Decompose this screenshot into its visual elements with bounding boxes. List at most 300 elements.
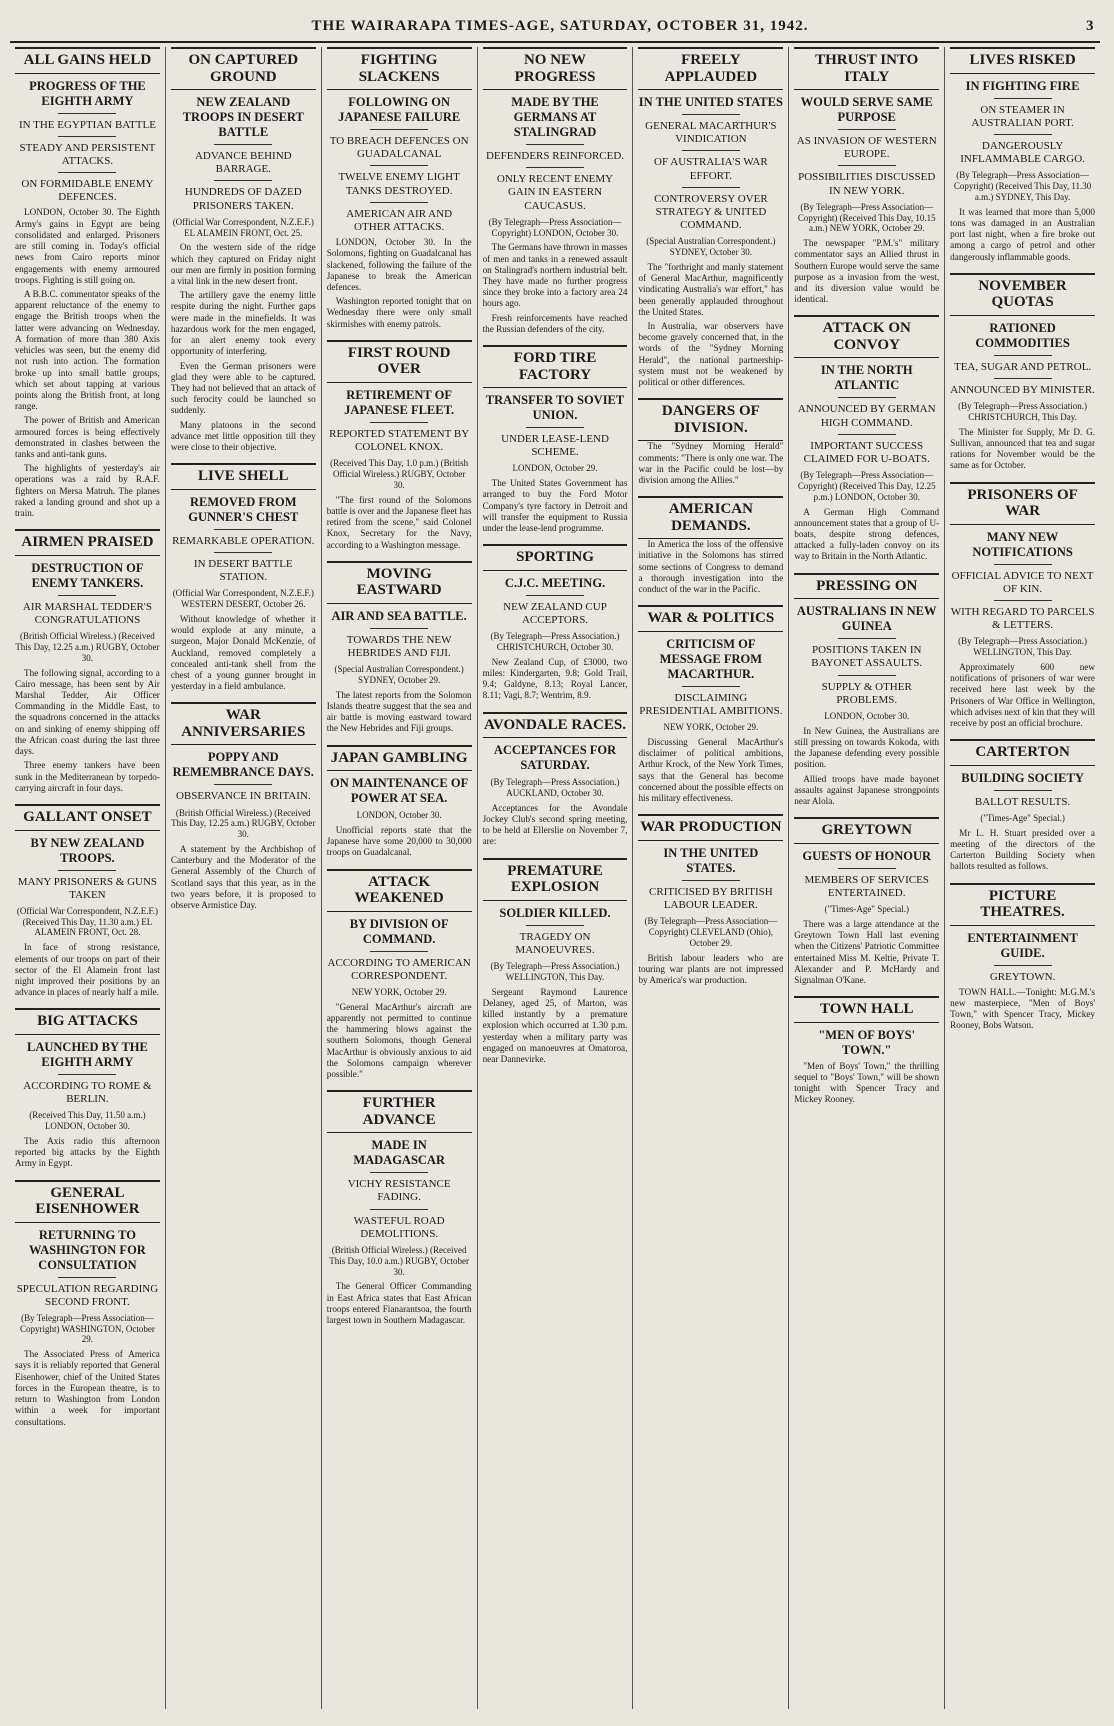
story-subheading: TRANSFER TO SOVIET UNION. [485,393,625,423]
story-paragraph: Allied troops have made bayonet assaults against Japanese strongpoints near Alola. [794,773,940,807]
story-paragraph: Without knowledge of whether it would explode at any minute, a surgeon, Major Donald McKenzie, of Auckland, removed completely a concealed anti-tank shell from the chest of a young gunner brought in yesterday in a field ambulance. [170,613,316,692]
story-headline: PICTURE THEATRES. [950,883,1095,926]
news-story [794,573,939,808]
story-dateline: (By Telegraph—Press Association.) WELLINGTON, This Day. [958,636,1088,658]
story-body [15,942,160,998]
story-paragraph: The "forthright and manly statement of General MacArthur, magnificently vindicating Australia's war effort," has been generally applauded throughout the United States. [638,261,784,317]
news-story [483,47,628,335]
news-story [171,47,316,453]
story-subheading: "MEN OF BOYS' TOWN." [818,1027,916,1057]
news-story [327,745,472,859]
story-subheading: ANNOUNCED BY GERMAN HIGH COMMAND. [797,403,936,429]
news-story [483,858,628,1066]
story-subheading: BUILDING SOCIETY [961,770,1084,785]
story-subheading: ACCORDING TO AMERICAN CORRESPONDENT. [327,956,471,982]
story-subheading: VICHY RESISTANCE FADING. [347,1178,451,1204]
story-subheading: AS INVASION OF WESTERN EUROPE. [796,135,937,161]
story-subheading: DESTRUCTION OF ENEMY TANKERS. [31,560,144,590]
story-subheading: IN THE NORTH ATLANTIC [820,363,913,393]
story-headline: MOVING EASTWARD [327,561,472,604]
story-headline: ALL GAINS HELD [15,47,160,74]
story-subheading: ADVANCE BEHIND BARRAGE. [194,150,292,176]
news-story [327,869,472,1081]
divider [58,136,116,137]
story-paragraph: The artillery gave the enemy little respite during the night. Further gaps were made in the minefields. It was hazardous work for the men engaged, for an alert enemy took every opportunity of interfering. [170,290,316,357]
story-subheading: FOLLOWING ON JAPANESE FAILURE [338,95,461,124]
story-paragraph: On the western side of the ridge which they captured on Friday night our men are firmly in position forming a vital link in the new desert front. [170,242,316,286]
story-subheading: MADE IN MADAGASCAR [353,1138,445,1168]
story-headline: FREELY APPLAUDED [638,47,783,90]
story-headline: ATTACK WEAKENED [327,869,472,912]
story-subheading: PROGRESS OF THE EIGHTH ARMY [29,78,146,108]
story-headline: FORD TIRE FACTORY [483,345,628,388]
divider [682,187,740,188]
story-dateline: (Received This Day, 11.50 a.m.) LONDON, October 30. [29,1110,146,1132]
column-7 [945,47,1100,1709]
divider [370,628,428,629]
story-body [483,242,628,335]
column-6 [789,47,945,1709]
divider [58,595,116,596]
story-dateline: (British Official Wireless.) (Received This Day, 12.25 a.m.) RUGBY, October 30. [15,631,160,663]
story-subheading: MANY NEW NOTIFICATIONS [972,529,1073,559]
story-dateline: LONDON, October 29. [512,463,598,474]
story-subheading: WASTEFUL ROAD DEMOLITIONS. [353,1214,445,1240]
divider [526,144,584,145]
story-dateline: (By Telegraph—Press Association—Copyright) WASHINGTON, October 29. [19,1312,155,1345]
story-subheading: IN THE UNITED STATES [638,95,783,109]
story-body [483,987,628,1066]
story-paragraph: There was a large attendance at the Greytown Town Hall last evening when the Citizens' Patriotic Committee entertained Miss M. Keltie, Private T. Alexander and P. McHardy and Signalman O'Kane. [794,918,940,986]
news-story [171,463,316,692]
story-paragraph: The latest reports from the Solomon Islands theatre suggest that the sea and air battle is moving eastward toward the New Hebrides and Fiji groups. [326,689,472,734]
story-paragraph: New Zealand Cup, of £3000, two miles: Kindergarten, 9.8; Gold Trail, 9.4; Galdyne, 8.13; Royal Lancer, 8.11; Vagi, 8.7; Wentrim, 8.9. [482,656,628,701]
story-paragraph: The highlights of yesterday's air operations was a raid by R.A.F. fighters on Mersa Matruh. The planes raked a landing ground and shot up a train. [15,463,160,519]
story-paragraph: Fresh reinforcements have reached the Russian defenders of the city. [482,312,628,334]
story-paragraph: The Associated Press of America says it is reliably reported that General Eisenhower, chief of the United States forces in the European theatre, is to return to Washington from London within a week for important consultations. [15,1349,160,1427]
divider [370,165,428,166]
story-subheading: TEA, SUGAR AND PETROL. [953,360,1092,373]
story-dateline: (By Telegraph—Press Association—Copyright) LONDON, October 30. [488,216,622,238]
story-subheading: REPORTED STATEMENT BY COLONEL KNOX. [329,427,470,454]
story-subheading: DISCLAIMING PRESIDENTIAL AMBITIONS. [639,691,783,717]
divider [214,529,272,530]
story-subheading: TO BREACH DEFENCES ON GUADALCANAL [329,135,469,161]
news-story [483,712,628,848]
story-subheading: CRITICISM OF MESSAGE FROM MACARTHUR. [659,636,763,681]
story-dateline: (By Telegraph—Press Association.) WELLINGTON, This Day. [490,961,620,982]
story-paragraph: The Germans have thrown in masses of men and tanks in a renewed assault on Stalingrad's northern industrial belt. They have made no further progress since they broke into a factory area 24 hours ago. [482,242,628,309]
story-headline: BIG ATTACKS [15,1008,160,1035]
divider [58,870,116,871]
story-body [950,828,1095,873]
story-paragraph: A B.B.C. commentator speaks of the apparent reluctance of the enemy to engage the British troops when the latter were advancing on Wednesday. A formation of more than 380 Axis vehicles was seen, but the enemy did not rush into action. The formation broke up into small battle groups, which set about tapping at various points along the British front, at long range. [15,288,160,412]
story-paragraph: TOWN HALL.—Tonight: M.G.M.'s new masterpiece, "Men of Boys' Town," with Spencer Tracy, Mickey Rooney, Bobs Watson. [950,986,1096,1031]
divider [838,397,896,398]
story-subheading: OBSERVANCE IN BRITAIN. [175,790,311,803]
news-story [794,996,939,1105]
story-subheading: BALLOT RESULTS. [974,795,1071,808]
story-paragraph: A statement by the Archbishop of Canterbury and the Moderator of the General Assembly of the Church of Scotland says that this year, as in the two years before, it is proposed to observe Armistice Day. [170,844,316,911]
story-headline: CARTERTON [950,739,1095,766]
divider [994,600,1052,601]
story-subheading: MADE BY THE GERMANS AT STALINGRAD [511,95,599,139]
story-subheading: RETIREMENT OF JAPANESE FLEET. [344,387,455,417]
story-body [327,825,472,859]
news-story [950,47,1095,263]
divider [838,638,896,639]
divider [838,129,896,130]
story-body [638,953,783,987]
story-body [171,242,316,453]
story-headline: FIGHTING SLACKENS [327,47,472,90]
story-headline: PRISONERS OF WAR [950,482,1095,525]
story-body [638,441,783,486]
story-paragraph: In New Guinea, the Australians are still pressing on towards Kokoda, with the Japanese defending every possible position. [794,725,940,770]
story-headline: ON CAPTURED GROUND [171,47,316,90]
divider [58,113,116,114]
story-paragraph: Discussing General MacArthur's disclaimer of political ambitions, Arthur Krock, of the New York Times, says that the General has become concerned about the possible effects on his military effectiveness. [638,736,784,804]
news-story [950,482,1095,730]
news-story [15,1008,160,1169]
story-headline: AMERICAN DEMANDS. [638,496,783,539]
story-paragraph: The Minister for Supply, Mr D. G. Sullivan, announced that tea and sugar rations for November would be the same as for October. [950,426,1096,471]
story-subheading: CRITICISED BY BRITISH LABOUR LEADER. [649,885,773,911]
story-subheading: BY DIVISION OF COMMAND. [349,916,449,946]
story-paragraph: In Australia, war observers have become gravely concerned that, in the words of the "Sydney Morning Herald", the national partnership-system must not be weakened by political or other differences. [638,321,784,388]
divider [994,98,1052,99]
divider [58,172,116,173]
story-subheading: IN THE EGYPTIAN BATTLE [18,118,156,131]
story-dateline: (By Telegraph—Press Association.) CHRISTCHURCH, October 30. [490,631,620,653]
divider [682,880,740,881]
story-headline: JAPAN GAMBLING [327,745,472,772]
story-dateline: (Official War Correspondent, N.Z.E.F.) (Received This Day, 11.30 a.m.) EL ALAMEIN FRONT, Oct. 28. [16,905,159,938]
news-story [638,605,783,804]
divider [994,790,1052,791]
story-paragraph: The General Officer Commanding in East Africa states that East African troops entered Fianarantsoa, the fourth largest town in Southern Madagascar. [326,1281,472,1326]
story-headline: FIRST ROUND OVER [327,340,472,383]
divider [838,868,896,869]
story-paragraph: Unofficial reports state that the Japanese have some 20,000 to 30,000 troops on Guadalcanal. [326,824,472,858]
story-dateline: ("Times-Age" Special.) [980,812,1065,823]
news-story [638,814,783,986]
news-story [794,817,939,986]
news-story [794,47,939,305]
story-dateline: (By Telegraph—Press Association—Copyright) (Received This Day, 10.15 a.m.) NEW YORK, October 29. [797,201,936,234]
story-headline: GALLANT ONSET [15,804,160,831]
story-body [327,1002,472,1081]
story-body [483,478,628,534]
story-body [483,657,628,702]
story-paragraph: In America the loss of the offensive initiative in the Solomons has stirred some sections of Congress to demand a thorough investigation into the conduct of the war in the Pacific. [638,539,784,595]
story-body [638,737,783,804]
news-story [638,496,783,595]
divider [526,595,584,596]
story-subheading: ON FORMIDABLE ENEMY DEFENCES. [21,178,154,204]
story-headline: LIVE SHELL [171,463,316,490]
story-paragraph: In face of strong resistance, elements of our troops on part of their sector of the El Alamein front last night improved their positions by an advance in places of nearly half a mile. [15,942,160,998]
story-subheading: ANNOUNCED BY MINISTER. [950,383,1095,396]
news-story [15,1180,160,1428]
story-dateline: LONDON, October 30. [356,810,442,821]
story-subheading: DANGEROUSLY INFLAMMABLE CARGO. [960,139,1085,166]
story-paragraph: A German High Command announcement states that a group of U-boats, despite strong defences, attacked a fully-laden convoy on its way to Britain in the North Atlantic. [794,506,940,562]
masthead [10,10,1100,43]
story-paragraph: "The first round of the Solomons battle is over and the Japanese fleet has retired from the scene," said Colonel Knox, Secretary for the Navy, according to a Washington message. [326,494,472,550]
story-body [483,803,628,848]
story-paragraph: British labour leaders who are touring war plants are not impressed by America's war production. [638,952,784,985]
divider [994,965,1052,966]
divider [370,422,428,423]
news-story [327,340,472,551]
story-subheading: ACCORDING TO ROME & BERLIN. [23,1079,152,1106]
story-headline: NO NEW PROGRESS [483,47,628,90]
divider [58,1277,116,1278]
story-dateline: (Official War Correspondent, N.Z.E.F.) WESTERN DESERT, October 26. [172,588,314,610]
divider [214,180,272,181]
story-subheading: TRAGEDY ON MANOEUVRES. [515,930,595,956]
divider [994,378,1052,379]
story-subheading: IN THE UNITED STATES. [663,845,759,875]
story-dateline: (By Telegraph—Press Association—Copyright) CLEVELAND (Ohio), October 29. [644,916,778,948]
columns-container [10,47,1100,1709]
story-body [794,238,939,305]
story-dateline: (By Telegraph—Press Association—Copyright) (Received This Day, 11.30 a.m.) SYDNEY, This Day. [953,170,1092,202]
divider [994,564,1052,565]
story-subheading: SPECULATION REGARDING SECOND FRONT. [16,1282,159,1308]
column-5 [633,47,789,1709]
story-subheading: MEMBERS OF SERVICES ENTERTAINED. [804,873,929,899]
story-subheading: TWELVE ENEMY LIGHT TANKS DESTROYED. [338,171,460,197]
news-story [327,561,472,735]
story-subheading: GENERAL MACARTHUR'S VINDICATION [645,120,777,146]
story-subheading: HUNDREDS OF DAZED PRISONERS TAKEN. [184,186,302,212]
story-headline: WAR & POLITICS [638,605,783,632]
story-headline: GENERAL EISENHOWER [15,1180,160,1223]
news-story [483,345,628,534]
story-subheading: NEW ZEALAND CUP ACCEPTORS. [503,600,607,627]
story-subheading: AIR AND SEA BATTLE. [331,608,467,623]
story-subheading: GUESTS OF HONOUR [802,848,932,863]
story-body [794,726,939,808]
story-paragraph: "Men of Boys' Town," the thrilling sequel to "Boys' Town," will be shown tonight with Spencer Tracy and Mickey Rooney. [794,1060,940,1105]
column-3 [322,47,478,1709]
story-headline: THRUST INTO ITALY [794,47,939,90]
story-subheading: GREYTOWN. [989,970,1056,983]
divider [994,134,1052,135]
story-dateline: (By Telegraph—Press Association—Copyright) (Received This Day, 12.25 p.m.) LONDON, October 30. [797,470,936,502]
story-body [950,427,1095,472]
divider [58,1074,116,1075]
story-subheading: RETURNING TO WASHINGTON FOR CONSULTATION [29,1227,146,1272]
story-subheading: RATIONED COMMODITIES [975,320,1070,350]
story-paragraph: It was learned that more than 5,000 tons was damaged in an Australian port last night, when a fire broke out among a cargo of petrol and other dangerously inflammable goods. [950,206,1096,262]
story-dateline: (Official War Correspondent, N.Z.E.F.) EL ALAMEIN FRONT, Oct. 25. [172,216,314,238]
story-subheading: IMPORTANT SUCCESS CLAIMED FOR U-BOATS. [803,439,930,466]
story-subheading: AIR MARSHAL TEDDER'S CONGRATULATIONS [22,600,152,627]
story-headline: LIVES RISKED [950,47,1095,74]
divider [214,552,272,553]
divider [370,129,428,130]
story-body [15,1136,160,1170]
story-subheading: UNDER LEASE-LEND SCHEME. [501,433,609,459]
story-subheading: ONLY RECENT ENEMY GAIN IN EASTERN CAUCASUS. [496,173,614,212]
story-body [171,614,316,693]
story-headline: NOVEMBER QUOTAS [950,273,1095,316]
divider [370,202,428,203]
divider [370,1172,428,1173]
story-paragraph: LONDON, October 30. The Eighth Army's gains in Egypt are being consolidated and enlarged. Prisoners are still coming in. Today's official news from Cairo reports minor engagements with enemy armoured troops. Fighting is still going on. [15,207,160,285]
story-paragraph: Mr L. H. Stuart presided over a meeting of the directors of the Carterton Building Society when ballots resulted as follows. [950,827,1096,872]
divider [526,427,584,428]
story-dateline: (British Official Wireless.) (Received This Day, 10.0 a.m.) RUGBY, October 30. [329,1244,470,1277]
story-subheading: WITH REGARD TO PARCELS & LETTERS. [950,605,1095,632]
story-paragraph: The power of British and American armoured forces is being effectively demonstrated in clashes between the tanks and anti-tank guns. [15,415,160,460]
story-paragraph: Many platoons in the second advance met little opposition till they were close to their objective. [170,419,316,453]
divider [682,686,740,687]
story-body [15,668,160,794]
story-body [171,844,316,911]
news-story [15,529,160,794]
story-subheading: REMARKABLE OPERATION. [172,534,315,547]
news-story [950,883,1095,1032]
news-story [15,47,160,519]
story-dateline: (Special Australian Correspondent.) SYDNEY, October 29. [334,664,464,685]
story-body [794,507,939,563]
story-body [15,1349,160,1428]
story-paragraph: Sergeant Raymond Laurence Delaney, aged 25, of Marton, was killed instantly by a premature explosion which occurred at 1.30 p.m. yesterday when a military party was engaged on manoeuvres at Omatoroa, near Dannevirke. [482,986,628,1064]
story-dateline: (British Official Wireless.) (Received This Day, 12.25 a.m.) RUGBY, October 30. [171,807,316,840]
news-story [171,702,316,911]
story-headline: GREYTOWN [794,817,939,844]
story-subheading: SOLDIER KILLED. [499,905,611,920]
story-headline: WAR PRODUCTION [638,814,783,841]
story-paragraph: The "Sydney Morning Herald" comments: "There is only one war. The war in the Pacific could be lost—by division among the Allies." [638,441,784,485]
story-body [327,1281,472,1326]
story-subheading: C.J.C. MEETING. [504,575,606,590]
divider [994,355,1052,356]
divider [214,784,272,785]
story-headline: TOWN HALL [794,996,939,1023]
story-paragraph: "General MacArthur's aircraft are apparently not permitted to continue the hammering blows against the southern Solomons, though General MacArthur is obviously anxious to aid the Solomons campaign wherever possible." [326,1001,472,1080]
story-paragraph: Three enemy tankers have been sunk in the Mediterranean by torpedo-carrying aircraft in four days. [15,760,160,793]
story-subheading: LAUNCHED BY THE EIGHTH ARMY [27,1039,148,1069]
story-subheading: ACCEPTANCES FOR SATURDAY. [493,743,617,773]
divider [682,150,740,151]
newspaper-title: THE WAIRARAPA TIMES-AGE, SATURDAY, OCTOBER 31, 1942. [311,18,809,34]
divider [526,167,584,168]
story-subheading: POPPY AND REMEMBRANCE DAYS. [172,750,314,780]
divider [838,165,896,166]
story-subheading: CONTROVERSY OVER STRATEGY & UNITED COMMAND. [654,192,768,232]
story-subheading: BY NEW ZEALAND TROOPS. [30,835,145,865]
story-subheading: OF AUSTRALIA'S WAR EFFORT. [654,156,768,182]
story-subheading: ENTERTAINMENT GUIDE. [967,930,1078,960]
story-body [15,207,160,519]
story-body [638,262,783,388]
story-paragraph: The newspaper "P.M.'s" military commentator says an Allied thrust in Southern Europe would serve the same purpose as a invasion from the west, and its diversion value would be identical. [794,238,940,305]
story-paragraph: Acceptances for the Avondale Jockey Club's second spring meeting, to be held at Ellerslie on November 7, are: [482,802,628,847]
story-body [950,987,1095,1032]
news-story [327,1090,472,1326]
story-dateline: LONDON, October 30. [824,710,910,721]
story-dateline: (Special Australian Correspondent.) SYDNEY, October 30. [646,236,776,258]
news-story [794,315,939,562]
story-body [794,1061,939,1106]
column-4 [478,47,634,1709]
story-paragraph: The following signal, according to a Cairo message, has been sent by Air Marshal Tedder, Air Officer Commanding in the Middle East, to the squadrons concerned in the attacks on and sinking of enemy shipping off the African coast during the last three days. [15,667,160,757]
story-paragraph: Approximately 600 new notifications of prisoners of war were received here last week by the Prisoners of War Office in Wellington, which advises next of kin that they will receive by post an official brochure. [950,661,1096,729]
story-subheading: REMOVED FROM GUNNER'S CHEST [188,494,299,524]
divider [838,434,896,435]
story-body [327,237,472,330]
story-headline: PRESSING ON [794,573,939,600]
story-headline: DANGERS OF DIVISION. [638,398,783,441]
story-body [794,919,939,986]
story-dateline: NEW YORK, October 29. [351,986,447,997]
story-subheading: IN FIGHTING FIRE [965,78,1080,93]
story-subheading: STEADY AND PERSISTENT ATTACKS. [19,141,156,167]
story-subheading: NEW ZEALAND TROOPS IN DESERT BATTLE [182,95,304,139]
story-subheading: AMERICAN AIR AND OTHER ATTACKS. [346,207,453,233]
divider [526,925,584,926]
story-headline: AVONDALE RACES. [483,712,628,739]
news-story [483,544,628,701]
story-dateline: NEW YORK, October 29. [663,722,759,733]
story-dateline: (By Telegraph—Press Association.) AUCKLAND, October 30. [490,777,620,798]
story-headline: ATTACK ON CONVOY [794,315,939,358]
story-dateline: ("Times-Age" Special.) [824,904,909,915]
page-number: 3 [1086,18,1094,34]
story-subheading: SUPPLY & OTHER PROBLEMS. [821,680,912,706]
story-paragraph: The United States Government has arranged to buy the Ford Motor Company's tyre factory in Detroit and will transfer the equipment to Russia under the lease-lend programme. [482,478,628,534]
story-paragraph: Even the German prisoners were glad they were able to be captured. They had not believed that an attack of such ferocity could be launched so suddenly. [170,360,316,416]
story-subheading: POSITIONS TAKEN IN BAYONET ASSAULTS. [811,644,923,670]
story-paragraph: LONDON, October 30. In the Solomons, fighting on Guadalcanal has slackened, following the failure of the Japanese to break the American defences. [326,237,472,292]
divider [214,144,272,145]
news-story [950,739,1095,872]
story-paragraph: The Axis radio this afternoon reported big attacks by the Eighth Army in Egypt. [15,1135,160,1169]
story-subheading: OFFICIAL ADVICE TO NEXT OF KIN. [951,569,1094,595]
story-subheading: IN DESERT BATTLE STATION. [193,557,293,584]
story-dateline: (Received This Day, 1.0 p.m.) (British Official Wireless.) RUGBY, October 30. [330,458,469,490]
news-story [327,47,472,330]
news-story [638,47,783,388]
story-dateline: (By Telegraph—Press Association.) CHRISTCHURCH, This Day. [958,401,1088,422]
story-body [327,690,472,735]
column-2 [166,47,322,1709]
story-subheading: DEFENDERS REINFORCED. [485,150,625,162]
story-subheading: MANY PRISONERS & GUNS TAKEN [17,875,158,901]
story-headline: FURTHER ADVANCE [327,1090,472,1133]
story-subheading: ON STEAMER IN AUSTRALIAN PORT. [971,103,1074,129]
story-subheading: POSSIBILITIES DISCUSSED IN NEW YORK. [798,171,936,197]
column-1 [10,47,166,1709]
story-headline: WAR ANNIVERSARIES [171,702,316,745]
story-subheading: WOULD SERVE SAME PURPOSE [800,95,933,124]
story-headline: AIRMEN PRAISED [15,529,160,556]
story-body [950,662,1095,729]
story-subheading: TOWARDS THE NEW HEBRIDES AND FIJI. [346,633,452,659]
divider [682,114,740,115]
divider [838,675,896,676]
divider [370,1209,428,1210]
story-body [327,495,472,551]
news-story [15,804,160,998]
news-story [950,273,1095,472]
story-paragraph: Washington reported tonight that on Wednesday there were only small skirmishes with enemy patrols. [326,296,472,329]
